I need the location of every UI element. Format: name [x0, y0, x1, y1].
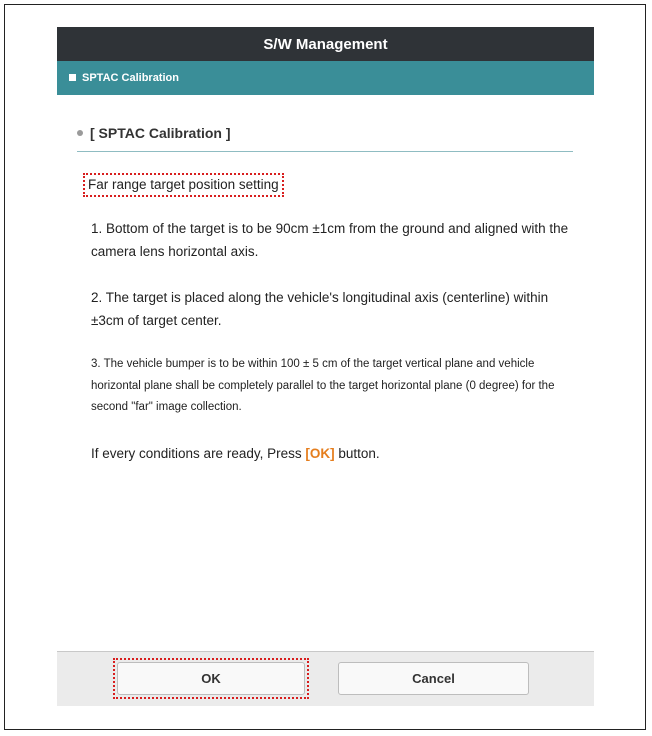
- instruction-3: 3. The vehicle bumper is to be within 100 ± 5 cm of the target vertical plane and vehicle horizontal plane shall be completely parallel to the target horizontal plane (0 degree) for the second "far" image collection.: [91, 358, 555, 413]
- subtitle-highlight: [83, 173, 284, 197]
- ready-prompt: [91, 444, 571, 464]
- prompt-ok-highlight: [OK]: [305, 446, 335, 461]
- square-bullet-icon: [69, 74, 76, 81]
- prompt-text-before: If every conditions are ready, Press: [91, 446, 306, 461]
- instruction-2: 2. The target is placed along the vehicle's longitudinal axis (centerline) within ±3cm of target center.: [91, 290, 549, 328]
- cancel-button[interactable]: Cancel: [338, 662, 529, 695]
- breadcrumb-bar: [57, 61, 594, 95]
- subtitle: Far range target position setting: [88, 177, 279, 192]
- breadcrumb-label: SPTAC Calibration: [82, 72, 179, 84]
- dot-bullet-icon: [77, 130, 83, 136]
- sw-management-window: [57, 27, 594, 705]
- section-title: [ SPTAC Calibration ]: [90, 125, 231, 141]
- ok-button[interactable]: OK: [117, 662, 305, 695]
- section-heading: [77, 125, 573, 152]
- instruction-1: 1. Bottom of the target is to be 90cm ±1cm from the ground and aligned with the camera lens horizontal axis.: [91, 221, 569, 259]
- button-footer: [57, 651, 594, 706]
- window-title: S/W Management: [57, 27, 594, 61]
- prompt-text-after: button.: [334, 446, 380, 461]
